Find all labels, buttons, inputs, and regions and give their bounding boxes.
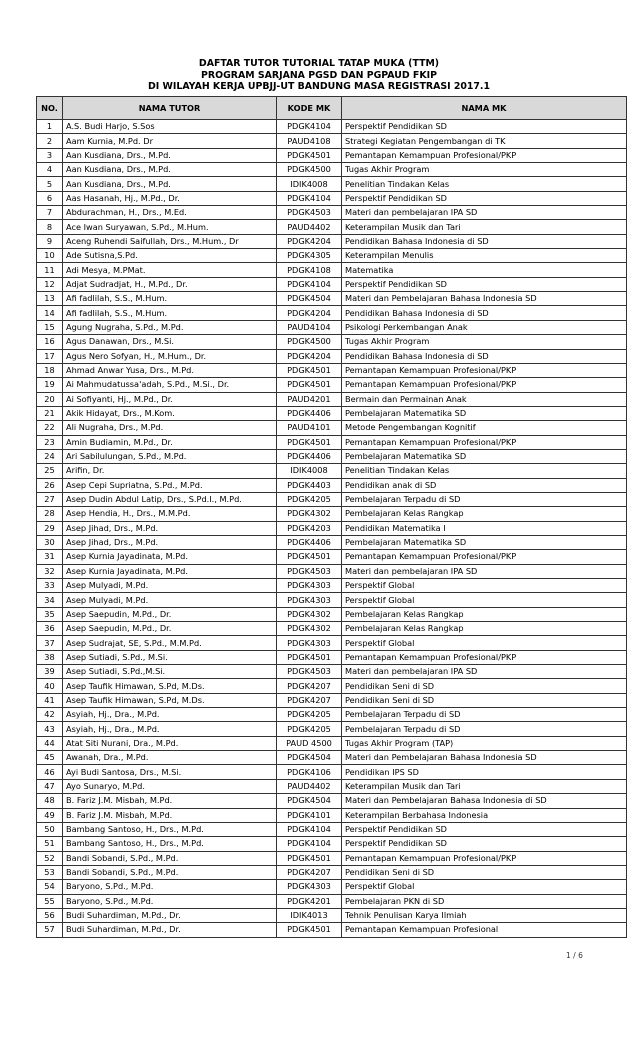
- cell-nama-tutor: Ahmad Anwar Yusa, Drs., M.Pd.: [63, 363, 277, 377]
- cell-nama-tutor: Asep Cepi Supriatna, S.Pd., M.Pd.: [63, 478, 277, 492]
- table-row: [37, 808, 627, 822]
- cell-nama-mk: Pembelajaran Matematika SD: [342, 449, 627, 463]
- cell-no: 43: [37, 722, 63, 736]
- cell-kode-mk: PDGK4203: [277, 521, 342, 535]
- cell-nama-tutor: Budi Suhardiman, M.Pd., Dr.: [63, 908, 277, 922]
- table-row: [37, 406, 627, 420]
- cell-no: 37: [37, 636, 63, 650]
- cell-nama-tutor: Aan Kusdiana, Drs., M.Pd.: [63, 163, 277, 177]
- cell-no: 40: [37, 679, 63, 693]
- cell-nama-mk: Pembelajaran Kelas Rangkap: [342, 507, 627, 521]
- cell-nama-mk: Pembelajaran Matematika SD: [342, 406, 627, 420]
- table-row: [37, 908, 627, 922]
- table-row: [37, 865, 627, 879]
- cell-no: 32: [37, 564, 63, 578]
- cell-kode-mk: PDGK4204: [277, 349, 342, 363]
- cell-no: 16: [37, 335, 63, 349]
- cell-kode-mk: PDGK4205: [277, 708, 342, 722]
- table-row: [37, 421, 627, 435]
- cell-no: 53: [37, 865, 63, 879]
- table-row: [37, 708, 627, 722]
- cell-no: 11: [37, 263, 63, 277]
- cell-nama-tutor: Asep Kurnia Jayadinata, M.Pd.: [63, 564, 277, 578]
- cell-no: 57: [37, 923, 63, 937]
- table-row: [37, 306, 627, 320]
- cell-no: 33: [37, 579, 63, 593]
- cell-kode-mk: PDGK4303: [277, 880, 342, 894]
- cell-nama-mk: Pendidikan Seni di SD: [342, 679, 627, 693]
- cell-nama-tutor: Asep Taufik Himawan, S.Pd, M.Ds.: [63, 679, 277, 693]
- cell-kode-mk: PDGK4406: [277, 406, 342, 420]
- table-row: [37, 277, 627, 291]
- table-row: [37, 292, 627, 306]
- cell-nama-tutor: Bandi Sobandi, S.Pd., M.Pd.: [63, 865, 277, 879]
- cell-no: 35: [37, 607, 63, 621]
- cell-nama-mk: Pembelajaran Terpadu di SD: [342, 708, 627, 722]
- table-row: [37, 665, 627, 679]
- cell-kode-mk: PDGK4205: [277, 722, 342, 736]
- cell-kode-mk: PAUD4108: [277, 134, 342, 148]
- header-nama-mk: NAMA MK: [342, 97, 627, 120]
- cell-nama-mk: Pemantapan Kemampuan Profesional/PKP: [342, 363, 627, 377]
- cell-nama-tutor: Asep Sutiadi, S.Pd.,M.Si.: [63, 665, 277, 679]
- table-row: [37, 923, 627, 937]
- cell-nama-tutor: Asep Jihad, Drs., M.Pd.: [63, 521, 277, 535]
- table-header-row: [37, 97, 627, 120]
- cell-nama-mk: Perspektif Global: [342, 593, 627, 607]
- table-body: [37, 120, 627, 938]
- cell-nama-mk: Keterampilan Berbahasa Indonesia: [342, 808, 627, 822]
- cell-no: 20: [37, 392, 63, 406]
- cell-kode-mk: PDGK4500: [277, 335, 342, 349]
- cell-nama-tutor: Asyiah, Hj., Dra., M.Pd.: [63, 708, 277, 722]
- cell-kode-mk: PDGK4104: [277, 277, 342, 291]
- cell-kode-mk: PDGK4104: [277, 191, 342, 205]
- cell-nama-tutor: Atat Siti Nurani, Dra., M.Pd.: [63, 736, 277, 750]
- document-title-line-3: DI WILAYAH KERJA UPBJJ-UT BANDUNG MASA REGISTRASI 2017.1: [147, 81, 491, 92]
- document-title-line-1: DAFTAR TUTOR TUTORIAL TATAP MUKA (TTM): [198, 58, 440, 69]
- cell-nama-tutor: B. Fariz J.M. Misbah, M.Pd.: [63, 794, 277, 808]
- cell-kode-mk: PAUD4402: [277, 220, 342, 234]
- table-row: [37, 435, 627, 449]
- table-row: [37, 378, 627, 392]
- table-row: [37, 880, 627, 894]
- cell-nama-tutor: Asep Kurnia Jayadinata, M.Pd.: [63, 550, 277, 564]
- cell-no: 24: [37, 449, 63, 463]
- cell-nama-mk: Pemantapan Kemampuan Profesional/PKP: [342, 435, 627, 449]
- cell-nama-mk: Perspektif Global: [342, 880, 627, 894]
- cell-nama-tutor: Afi fadlilah, S.S., M.Hum.: [63, 306, 277, 320]
- cell-nama-tutor: Ari Sabilulungan, S.Pd., M.Pd.: [63, 449, 277, 463]
- cell-nama-mk: Pemantapan Kemampuan Profesional/PKP: [342, 148, 627, 162]
- cell-nama-mk: Pemantapan Kemampuan Profesional/PKP: [342, 550, 627, 564]
- cell-no: 46: [37, 765, 63, 779]
- cell-kode-mk: PDGK4501: [277, 363, 342, 377]
- cell-nama-tutor: Baryono, S.Pd., M.Pd.: [63, 880, 277, 894]
- cell-nama-tutor: Agus Nero Sofyan, H., M.Hum., Dr.: [63, 349, 277, 363]
- cell-no: 38: [37, 650, 63, 664]
- cell-nama-tutor: Adjat Sudradjat, H., M.Pd., Dr.: [63, 277, 277, 291]
- cell-nama-tutor: Asep Dudin Abdul Latip, Drs., S.Pd.I., M.Pd.: [63, 492, 277, 506]
- cell-kode-mk: PDGK4201: [277, 894, 342, 908]
- cell-nama-mk: Pendidikan anak di SD: [342, 478, 627, 492]
- table-row: [37, 320, 627, 334]
- cell-nama-tutor: Afi fadlilah, S.S., M.Hum.: [63, 292, 277, 306]
- cell-nama-tutor: Abdurachman, H., Drs., M.Ed.: [63, 206, 277, 220]
- cell-nama-tutor: Aam Kurnia, M.Pd. Dr: [63, 134, 277, 148]
- cell-kode-mk: PAUD 4500: [277, 736, 342, 750]
- table-row: [37, 349, 627, 363]
- cell-nama-tutor: Asep Taufik Himawan, S.Pd, M.Ds.: [63, 693, 277, 707]
- cell-nama-tutor: Arifin, Dr.: [63, 464, 277, 478]
- cell-nama-tutor: Ai Mahmudatussa'adah, S.Pd., M.Si., Dr.: [63, 378, 277, 392]
- cell-nama-tutor: Asep Jihad, Drs., M.Pd.: [63, 535, 277, 549]
- cell-kode-mk: PDGK4204: [277, 306, 342, 320]
- cell-nama-tutor: Budi Suhardiman, M.Pd., Dr.: [63, 923, 277, 937]
- table-row: [37, 478, 627, 492]
- cell-nama-mk: Materi dan pembelajaran IPA SD: [342, 564, 627, 578]
- cell-kode-mk: PDGK4503: [277, 665, 342, 679]
- cell-nama-tutor: Ace Iwan Suryawan, S.Pd., M.Hum.: [63, 220, 277, 234]
- cell-nama-mk: Pembelajaran Kelas Rangkap: [342, 622, 627, 636]
- table-row: [37, 464, 627, 478]
- cell-nama-mk: Psikologi Perkembangan Anak: [342, 320, 627, 334]
- cell-kode-mk: PDGK4406: [277, 535, 342, 549]
- table-row: [37, 163, 627, 177]
- cell-no: 1: [37, 120, 63, 134]
- table-row: [37, 134, 627, 148]
- cell-nama-mk: Pendidikan Seni di SD: [342, 865, 627, 879]
- cell-nama-mk: Keterampilan Menulis: [342, 249, 627, 263]
- table-row: [37, 120, 627, 134]
- cell-nama-mk: Materi dan Pembelajaran Bahasa Indonesia SD: [342, 751, 627, 765]
- table-row: [37, 779, 627, 793]
- cell-kode-mk: PAUD4201: [277, 392, 342, 406]
- cell-kode-mk: PDGK4500: [277, 163, 342, 177]
- cell-no: 39: [37, 665, 63, 679]
- cell-nama-tutor: Ai Sofiyanti, Hj., M.Pd., Dr.: [63, 392, 277, 406]
- cell-nama-mk: Pendidikan IPS SD: [342, 765, 627, 779]
- cell-kode-mk: PDGK4302: [277, 607, 342, 621]
- table-row: [37, 148, 627, 162]
- cell-kode-mk: IDIK4008: [277, 177, 342, 191]
- cell-nama-mk: Pembelajaran Matematika SD: [342, 535, 627, 549]
- cell-nama-mk: Perspektif Pendidikan SD: [342, 191, 627, 205]
- cell-no: 9: [37, 234, 63, 248]
- cell-nama-tutor: Ayo Sunaryo, M.Pd.: [63, 779, 277, 793]
- cell-nama-tutor: Aan Kusdiana, Drs., M.Pd.: [63, 177, 277, 191]
- table-row: [37, 363, 627, 377]
- cell-nama-tutor: Agung Nugraha, S.Pd., M.Pd.: [63, 320, 277, 334]
- cell-no: 42: [37, 708, 63, 722]
- table-row: [37, 822, 627, 836]
- cell-no: 12: [37, 277, 63, 291]
- cell-kode-mk: IDIK4013: [277, 908, 342, 922]
- cell-nama-tutor: Ayi Budi Santosa, Drs., M.Si.: [63, 765, 277, 779]
- cell-kode-mk: PDGK4101: [277, 808, 342, 822]
- table-row: [37, 392, 627, 406]
- cell-no: 13: [37, 292, 63, 306]
- cell-kode-mk: PDGK4104: [277, 120, 342, 134]
- cell-no: 51: [37, 837, 63, 851]
- cell-no: 3: [37, 148, 63, 162]
- table-row: [37, 636, 627, 650]
- cell-kode-mk: PDGK4406: [277, 449, 342, 463]
- cell-nama-mk: Materi dan Pembelajaran Bahasa Indonesia di SD: [342, 794, 627, 808]
- cell-kode-mk: PAUD4402: [277, 779, 342, 793]
- cell-nama-mk: Bermain dan Permainan Anak: [342, 392, 627, 406]
- cell-kode-mk: PDGK4104: [277, 837, 342, 851]
- cell-no: 50: [37, 822, 63, 836]
- table-row: [37, 507, 627, 521]
- cell-nama-mk: Perspektif Global: [342, 579, 627, 593]
- cell-nama-mk: Perspektif Pendidikan SD: [342, 277, 627, 291]
- cell-nama-mk: Metode Pengembangan Kognitif: [342, 421, 627, 435]
- cell-nama-mk: Materi dan pembelajaran IPA SD: [342, 206, 627, 220]
- cell-kode-mk: PDGK4303: [277, 593, 342, 607]
- table-row: [37, 679, 627, 693]
- table-row: [37, 449, 627, 463]
- cell-kode-mk: PDGK4303: [277, 636, 342, 650]
- cell-nama-mk: Keterampilan Musik dan Tari: [342, 779, 627, 793]
- cell-nama-mk: Pendidikan Bahasa Indonesia di SD: [342, 349, 627, 363]
- cell-nama-mk: Materi dan pembelajaran IPA SD: [342, 665, 627, 679]
- cell-nama-mk: Pemantapan Kemampuan Profesional/PKP: [342, 650, 627, 664]
- cell-nama-tutor: Akik Hidayat, Drs., M.Kom.: [63, 406, 277, 420]
- cell-nama-tutor: Bambang Santoso, H., Drs., M.Pd.: [63, 837, 277, 851]
- table-row: [37, 535, 627, 549]
- cell-nama-mk: Pendidikan Seni di SD: [342, 693, 627, 707]
- cell-nama-mk: Pendidikan Bahasa Indonesia di SD: [342, 306, 627, 320]
- table-row: [37, 622, 627, 636]
- cell-kode-mk: PDGK4503: [277, 206, 342, 220]
- cell-kode-mk: PDGK4207: [277, 693, 342, 707]
- cell-nama-mk: Pembelajaran PKN di SD: [342, 894, 627, 908]
- cell-nama-mk: Keterampilan Musik dan Tari: [342, 220, 627, 234]
- header-no: NO.: [37, 97, 63, 120]
- table-row: [37, 851, 627, 865]
- cell-kode-mk: PDGK4207: [277, 865, 342, 879]
- table-row: [37, 550, 627, 564]
- cell-nama-tutor: Asyiah, Hj., Dra., M.Pd.: [63, 722, 277, 736]
- cell-nama-tutor: Aas Hasanah, Hj., M.Pd., Dr.: [63, 191, 277, 205]
- cell-kode-mk: PDGK4501: [277, 435, 342, 449]
- cell-no: 28: [37, 507, 63, 521]
- cell-no: 54: [37, 880, 63, 894]
- cell-kode-mk: PDGK4305: [277, 249, 342, 263]
- cell-kode-mk: PDGK4108: [277, 263, 342, 277]
- cell-nama-tutor: Aan Kusdiana, Drs., M.Pd.: [63, 148, 277, 162]
- cell-no: 21: [37, 406, 63, 420]
- table-row: [37, 191, 627, 205]
- cell-kode-mk: PAUD4104: [277, 320, 342, 334]
- cell-nama-mk: Strategi Kegiatan Pengembangan di TK: [342, 134, 627, 148]
- table-row: [37, 335, 627, 349]
- table-row: [37, 263, 627, 277]
- table-row: [37, 593, 627, 607]
- cell-no: 30: [37, 535, 63, 549]
- tutor-table: [36, 96, 627, 938]
- cell-nama-mk: Tehnik Penulisan Karya Ilmiah: [342, 908, 627, 922]
- page-number: 1 / 6: [566, 951, 583, 960]
- cell-nama-tutor: Bambang Santoso, H., Drs., M.Pd.: [63, 822, 277, 836]
- cell-no: 52: [37, 851, 63, 865]
- cell-nama-tutor: Asep Sutiadi, S.Pd., M.Si.: [63, 650, 277, 664]
- table-row: [37, 894, 627, 908]
- cell-no: 45: [37, 751, 63, 765]
- cell-nama-tutor: Amin Budiamin, M.Pd., Dr.: [63, 435, 277, 449]
- cell-nama-mk: Materi dan Pembelajaran Bahasa Indonesia SD: [342, 292, 627, 306]
- cell-no: 2: [37, 134, 63, 148]
- cell-kode-mk: PDGK4303: [277, 579, 342, 593]
- cell-nama-mk: Tugas Akhir Program: [342, 163, 627, 177]
- table-row: [37, 206, 627, 220]
- cell-kode-mk: PDGK4104: [277, 822, 342, 836]
- cell-nama-mk: Perspektif Pendidikan SD: [342, 837, 627, 851]
- cell-nama-mk: Pembelajaran Terpadu di SD: [342, 722, 627, 736]
- table-row: [37, 521, 627, 535]
- cell-kode-mk: IDIK4008: [277, 464, 342, 478]
- cell-no: 4: [37, 163, 63, 177]
- cell-no: 55: [37, 894, 63, 908]
- table-row: [37, 607, 627, 621]
- cell-kode-mk: PDGK4501: [277, 851, 342, 865]
- cell-no: 31: [37, 550, 63, 564]
- cell-no: 29: [37, 521, 63, 535]
- cell-no: 56: [37, 908, 63, 922]
- cell-nama-mk: Pemantapan Kemampuan Profesional: [342, 923, 627, 937]
- cell-no: 7: [37, 206, 63, 220]
- cell-kode-mk: PDGK4403: [277, 478, 342, 492]
- cell-nama-mk: Pembelajaran Kelas Rangkap: [342, 607, 627, 621]
- cell-kode-mk: PDGK4204: [277, 234, 342, 248]
- cell-nama-tutor: Aceng Ruhendi Saifullah, Drs., M.Hum., Dr: [63, 234, 277, 248]
- cell-nama-tutor: Asep Mulyadi, M.Pd.: [63, 579, 277, 593]
- table-row: [37, 234, 627, 248]
- cell-nama-tutor: B. Fariz J.M. Misbah, M.Pd.: [63, 808, 277, 822]
- cell-nama-tutor: Asep Mulyadi, M.Pd.: [63, 593, 277, 607]
- table-row: [37, 736, 627, 750]
- cell-nama-mk: Perspektif Pendidikan SD: [342, 120, 627, 134]
- cell-nama-mk: Matematika: [342, 263, 627, 277]
- cell-no: 22: [37, 421, 63, 435]
- cell-nama-tutor: Asep Sudrajat, SE, S.Pd., M.M.Pd.: [63, 636, 277, 650]
- cell-nama-mk: Penelitian Tindakan Kelas: [342, 464, 627, 478]
- cell-kode-mk: PDGK4504: [277, 751, 342, 765]
- table-row: [37, 220, 627, 234]
- cell-nama-mk: Pemantapan Kemampuan Profesional/PKP: [342, 851, 627, 865]
- cell-nama-tutor: Asep Saepudin, M.Pd., Dr.: [63, 607, 277, 621]
- cell-nama-mk: Tugas Akhir Program: [342, 335, 627, 349]
- cell-nama-tutor: Awanah, Dra., M.Pd.: [63, 751, 277, 765]
- header-nama-tutor: NAMA TUTOR: [63, 97, 277, 120]
- cell-no: 23: [37, 435, 63, 449]
- cell-no: 48: [37, 794, 63, 808]
- cell-no: 10: [37, 249, 63, 263]
- cell-nama-mk: Perspektif Pendidikan SD: [342, 822, 627, 836]
- table-row: [37, 177, 627, 191]
- cell-nama-mk: Perspektif Global: [342, 636, 627, 650]
- cell-no: 17: [37, 349, 63, 363]
- cell-kode-mk: PDGK4501: [277, 378, 342, 392]
- header-kode-mk: KODE MK: [277, 97, 342, 120]
- cell-nama-tutor: Bandi Sobandi, S.Pd., M.Pd.: [63, 851, 277, 865]
- cell-nama-tutor: Ade Sutisna,S.Pd.: [63, 249, 277, 263]
- cell-no: 18: [37, 363, 63, 377]
- cell-nama-tutor: Agus Danawan, Drs., M.Si.: [63, 335, 277, 349]
- cell-nama-tutor: Ali Nugraha, Drs., M.Pd.: [63, 421, 277, 435]
- table-row: [37, 765, 627, 779]
- cell-kode-mk: PDGK4503: [277, 564, 342, 578]
- cell-no: 26: [37, 478, 63, 492]
- cell-no: 44: [37, 736, 63, 750]
- cell-nama-mk: Penelitian Tindakan Kelas: [342, 177, 627, 191]
- table-row: [37, 249, 627, 263]
- table-row: [37, 492, 627, 506]
- table-row: [37, 794, 627, 808]
- cell-no: 27: [37, 492, 63, 506]
- cell-no: 8: [37, 220, 63, 234]
- cell-no: 36: [37, 622, 63, 636]
- document-title-line-2: PROGRAM SARJANA PGSD DAN PGPAUD FKIP: [201, 69, 437, 81]
- cell-nama-mk: Pemantapan Kemampuan Profesional/PKP: [342, 378, 627, 392]
- cell-no: 19: [37, 378, 63, 392]
- cell-nama-mk: Tugas Akhir Program (TAP): [342, 736, 627, 750]
- cell-kode-mk: PDGK4504: [277, 794, 342, 808]
- cell-kode-mk: PDGK4205: [277, 492, 342, 506]
- cell-no: 15: [37, 320, 63, 334]
- cell-no: 41: [37, 693, 63, 707]
- cell-kode-mk: PDGK4501: [277, 148, 342, 162]
- cell-no: 5: [37, 177, 63, 191]
- cell-nama-mk: Pembelajaran Terpadu di SD: [342, 492, 627, 506]
- cell-nama-mk: Pendidikan Bahasa Indonesia di SD: [342, 234, 627, 248]
- cell-no: 6: [37, 191, 63, 205]
- cell-nama-tutor: Asep Hendia, H., Drs., M.M.Pd.: [63, 507, 277, 521]
- cell-nama-tutor: Baryono, S.Pd., M.Pd.: [63, 894, 277, 908]
- cell-no: 14: [37, 306, 63, 320]
- table-row: [37, 837, 627, 851]
- cell-kode-mk: PDGK4501: [277, 923, 342, 937]
- cell-no: 47: [37, 779, 63, 793]
- table-row: [37, 722, 627, 736]
- cell-kode-mk: PDGK4501: [277, 550, 342, 564]
- cell-nama-mk: Pendidikan Matematika I: [342, 521, 627, 535]
- cell-no: 49: [37, 808, 63, 822]
- cell-nama-tutor: Adi Mesya, M.PMat.: [63, 263, 277, 277]
- cell-kode-mk: PDGK4106: [277, 765, 342, 779]
- cell-nama-tutor: Asep Saepudin, M.Pd., Dr.: [63, 622, 277, 636]
- cell-kode-mk: PDGK4302: [277, 507, 342, 521]
- table-row: [37, 650, 627, 664]
- cell-kode-mk: PDGK4504: [277, 292, 342, 306]
- cell-kode-mk: PAUD4101: [277, 421, 342, 435]
- table-row: [37, 579, 627, 593]
- cell-kode-mk: PDGK4207: [277, 679, 342, 693]
- cell-nama-tutor: A.S. Budi Harjo, S.Sos: [63, 120, 277, 134]
- table-row: [37, 693, 627, 707]
- cell-kode-mk: PDGK4302: [277, 622, 342, 636]
- table-row: [37, 751, 627, 765]
- cell-kode-mk: PDGK4501: [277, 650, 342, 664]
- cell-no: 25: [37, 464, 63, 478]
- cell-no: 34: [37, 593, 63, 607]
- table-row: [37, 564, 627, 578]
